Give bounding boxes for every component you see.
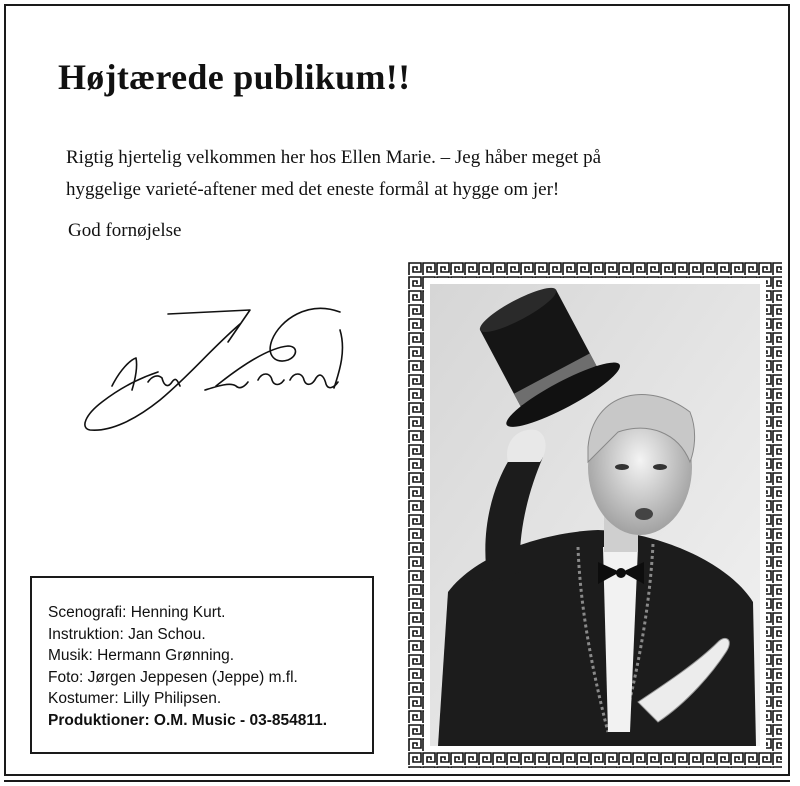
signoff-text: God fornøjelse <box>68 220 182 241</box>
page-title: Højtærede publikum!! <box>58 57 411 97</box>
credit-scenografi: Scenografi: Henning Kurt. <box>48 604 226 621</box>
credit-produktioner: Produktioner: O.M. Music - 03-854811. <box>48 711 328 729</box>
welcome-line-2: hyggelige varieté-aftener med det eneste formål at hygge om jer! <box>66 179 560 200</box>
credits-box <box>30 576 374 754</box>
performer-with-top-hat-icon <box>408 262 782 768</box>
welcome-line-1: Rigtig hjertelig velkommen her hos Ellen Marie. – Jeg håber meget på <box>66 147 602 168</box>
signature-icon <box>40 290 370 440</box>
welcome-text <box>66 142 766 206</box>
credit-kostumer: Kostumer: Lilly Philipsen. <box>48 690 222 707</box>
credit-musik: Musik: Hermann Grønning. <box>48 647 235 664</box>
performer-photo <box>408 262 782 768</box>
bottom-rule <box>4 780 790 782</box>
credit-instruktion: Instruktion: Jan Schou. <box>48 625 206 643</box>
credit-foto: Foto: Jørgen Jeppesen (Jeppe) m.fl. <box>48 668 298 686</box>
